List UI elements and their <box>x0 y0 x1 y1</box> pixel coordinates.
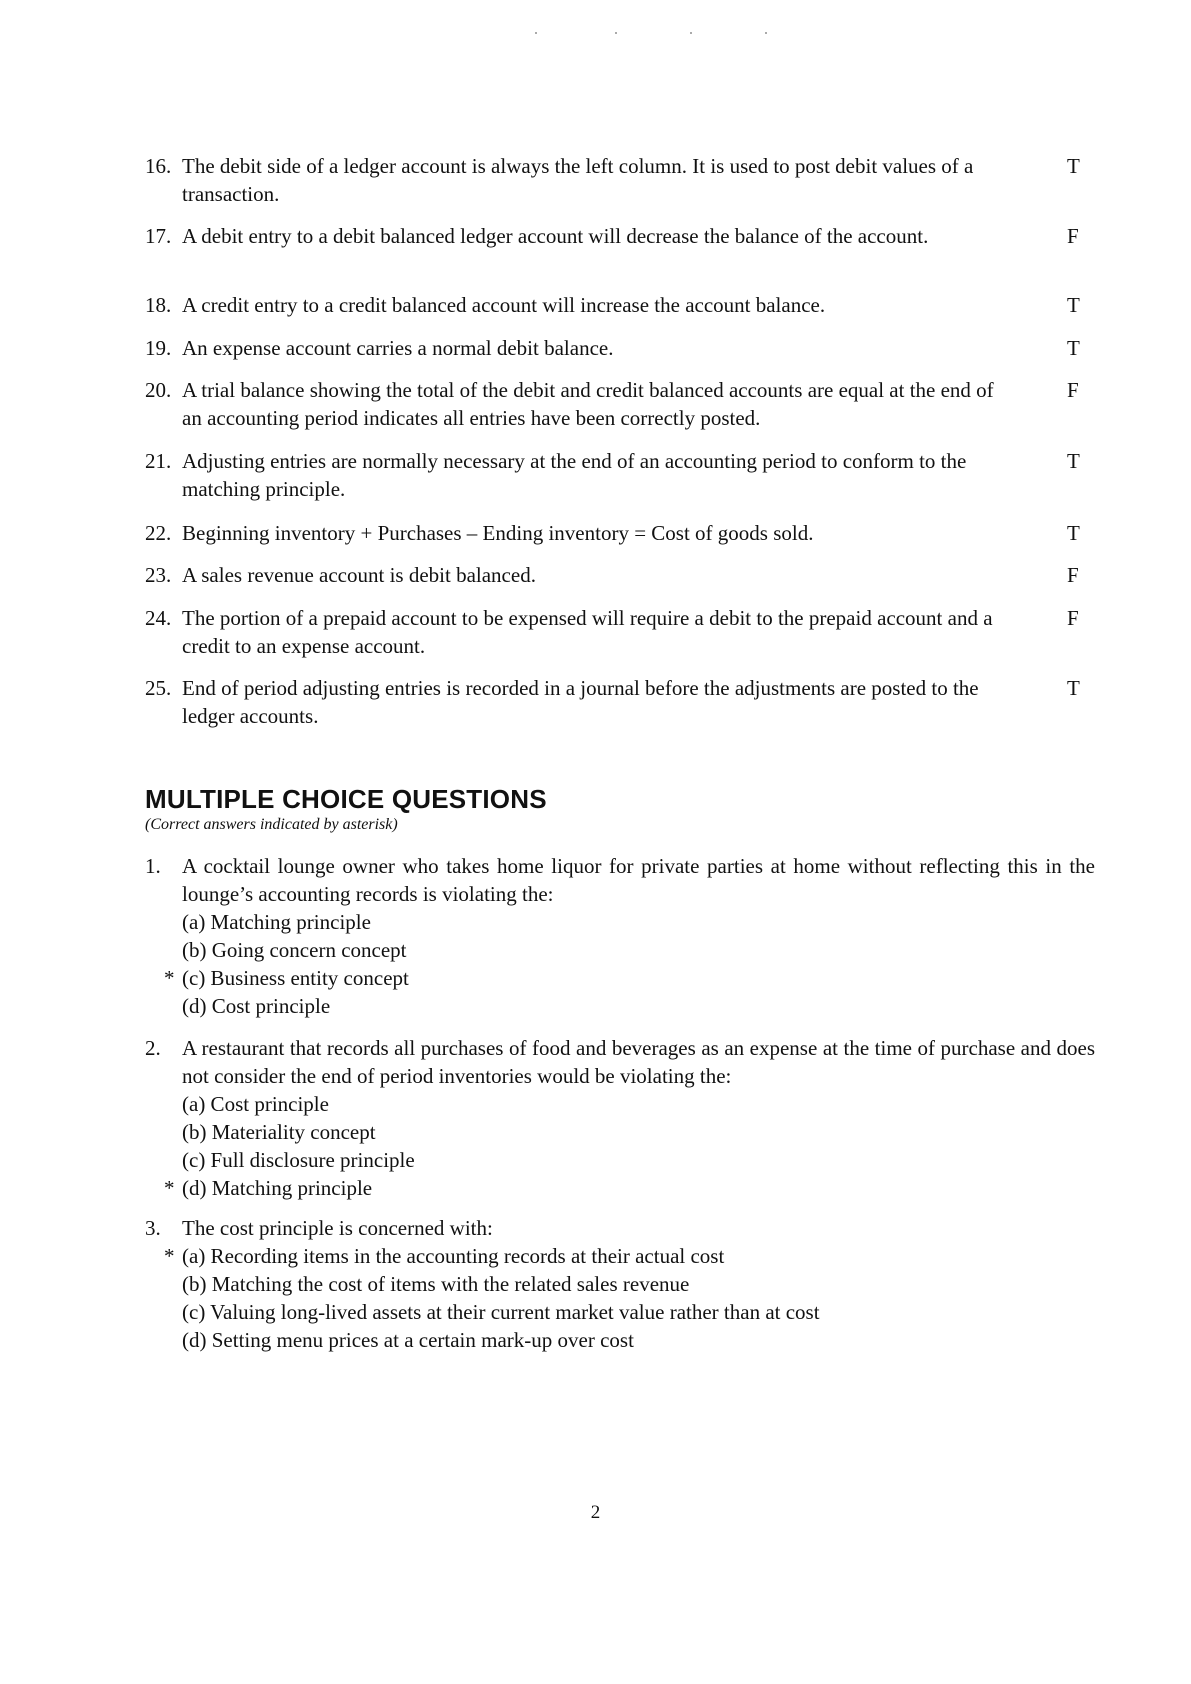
item-text: A trial balance showing the total of the debit and credit balanced accounts are equal at the end of an accounting period indicates all entries have been correctly posted. <box>182 378 994 430</box>
answer-option <box>182 936 1095 964</box>
item-answer: F <box>1067 563 1079 587</box>
item-text: A debit entry to a debit balanced ledger account will decrease the balance of the account. <box>182 224 929 248</box>
item-text: End of period adjusting entries is recorded in a journal before the adjustments are posted to the ledger accounts. <box>182 676 979 728</box>
option-text: (a) Cost principle <box>182 1092 329 1116</box>
true-false-item <box>145 376 1095 432</box>
option-text: (b) Materiality concept <box>182 1120 376 1144</box>
question-text: A cocktail lounge owner who takes home liquor for private parties at home without reflecting this in the lounge’s accounting records is violating the: <box>182 854 1095 906</box>
correct-marker: * <box>164 1176 175 1200</box>
option-text: (d) Matching principle <box>182 1176 373 1200</box>
true-false-item <box>145 604 1095 660</box>
item-text: Adjusting entries are normally necessary at the end of an accounting period to conform to the matching principle. <box>182 449 967 501</box>
section-subtitle: (Correct answers indicated by asterisk) <box>145 816 398 833</box>
true-false-item <box>145 222 1095 250</box>
question-number: 2. <box>145 1036 161 1060</box>
true-false-item <box>145 334 1095 362</box>
item-text: The debit side of a ledger account is always the left column. It is used to post debit values of a transaction. <box>182 154 974 206</box>
item-text: Beginning inventory + Purchases – Ending inventory = Cost of goods sold. <box>182 521 814 545</box>
item-number: 20. <box>145 378 172 402</box>
question-item <box>145 1214 1095 1354</box>
answer-option <box>182 1270 1095 1298</box>
item-text: The portion of a prepaid account to be expensed will require a debit to the prepaid account and a credit to an expense account. <box>182 606 993 658</box>
header-marks <box>535 32 775 36</box>
item-number: 21. <box>145 449 172 473</box>
answer-option <box>182 1326 1095 1354</box>
option-text: (c) Valuing long-lived assets at their current market value rather than at cost <box>182 1300 820 1324</box>
correct-marker: * <box>164 966 175 990</box>
question-item <box>145 852 1095 1020</box>
option-text: (b) Matching the cost of items with the related sales revenue <box>182 1272 690 1296</box>
question-text: A restaurant that records all purchases of food and beverages as an expense at the time of purchase and does not consider the end of period inventories would be violating the: <box>182 1036 1095 1088</box>
item-text: An expense account carries a normal debit balance. <box>182 336 614 360</box>
answer-option <box>182 1298 1095 1326</box>
item-answer: T <box>1067 293 1080 317</box>
true-false-item <box>145 447 1095 503</box>
answer-option <box>182 1090 1095 1118</box>
option-text: (c) Business entity concept <box>182 966 409 990</box>
option-text: (b) Going concern concept <box>182 938 407 962</box>
option-text: (a) Recording items in the accounting records at their actual cost <box>182 1244 725 1268</box>
option-text: (a) Matching principle <box>182 910 371 934</box>
true-false-item <box>145 519 1095 547</box>
item-answer: T <box>1067 449 1080 473</box>
item-number: 16. <box>145 154 172 178</box>
option-text: (d) Cost principle <box>182 994 331 1018</box>
item-answer: T <box>1067 676 1080 700</box>
item-answer: T <box>1067 154 1080 178</box>
option-text: (d) Setting menu prices at a certain mark-up over cost <box>182 1328 634 1352</box>
item-answer: F <box>1067 378 1079 402</box>
true-false-item <box>145 674 1095 730</box>
true-false-item <box>145 561 1095 589</box>
answer-option <box>164 1174 1095 1202</box>
item-number: 19. <box>145 336 172 360</box>
item-answer: F <box>1067 606 1079 630</box>
item-number: 22. <box>145 521 172 545</box>
answer-option <box>182 908 1095 936</box>
question-item <box>145 1034 1095 1202</box>
item-number: 24. <box>145 606 172 630</box>
question-number: 1. <box>145 854 161 878</box>
item-answer: T <box>1067 336 1080 360</box>
item-number: 23. <box>145 563 172 587</box>
option-text: (c) Full disclosure principle <box>182 1148 415 1172</box>
item-number: 17. <box>145 224 172 248</box>
answer-option <box>182 992 1095 1020</box>
true-false-item <box>145 291 1095 319</box>
item-number: 18. <box>145 293 172 317</box>
answer-option <box>182 1146 1095 1174</box>
correct-marker: * <box>164 1244 175 1268</box>
item-text: A credit entry to a credit balanced account will increase the account balance. <box>182 293 826 317</box>
question-number: 3. <box>145 1216 161 1240</box>
answer-option <box>164 1242 1095 1270</box>
item-answer: F <box>1067 224 1079 248</box>
page-number: 2 <box>590 1502 601 1523</box>
question-text: The cost principle is concerned with: <box>182 1216 493 1240</box>
item-text: A sales revenue account is debit balanced. <box>182 563 536 587</box>
answer-option <box>164 964 1095 992</box>
true-false-item <box>145 152 1095 208</box>
section-title: MULTIPLE CHOICE QUESTIONS <box>145 784 547 814</box>
item-number: 25. <box>145 676 172 700</box>
item-answer: T <box>1067 521 1080 545</box>
answer-option <box>182 1118 1095 1146</box>
